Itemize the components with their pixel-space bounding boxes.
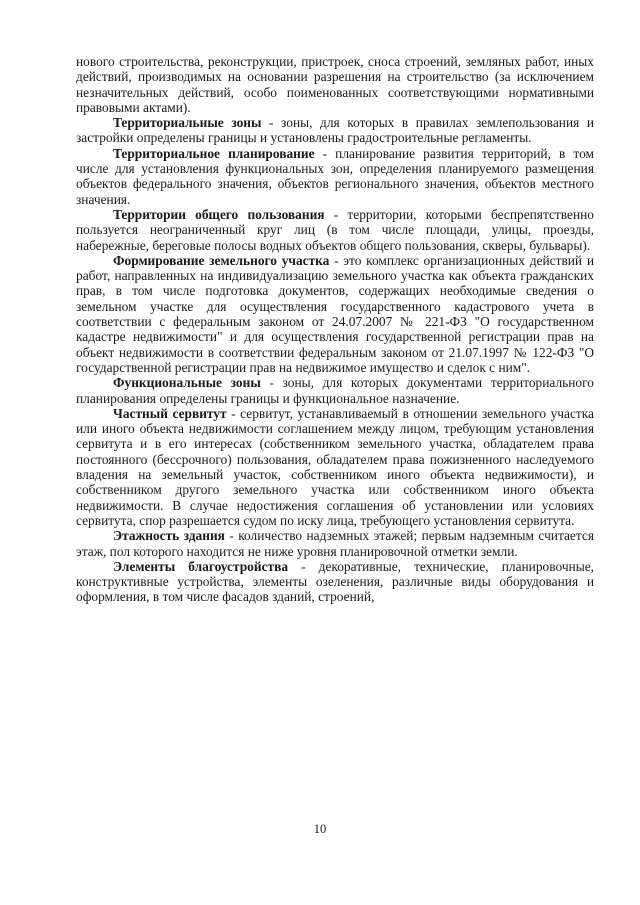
definition-private-servitude — [76, 406, 594, 528]
definition-text: - количество надземных этажей; первым надземным считается этаж, пол которого находится не ниже уровня планировочной отметки земли. — [76, 528, 594, 559]
definition-improvement-elements — [76, 559, 594, 605]
page-number: 10 — [313, 822, 327, 836]
definition-text: - это комплекс организационных действий и работ, направленных на индивидуализацию земельного участка как объекта гражданских прав, в том числе подготовка документов, содержащих необходимые сведения о земельном участке для осуществления государственного кадастрового учета в соответствии с федеральным законом от 24.07.2007 № 221-ФЗ "О государственном кадастре недвижимости" и для осуществления государственной регистрации прав на объект недвижимости в соответствии федеральным законом от 21.07.1997 № 122-ФЗ "О государственной регистрации прав на недвижимое имущество и сделок с ним". — [76, 252, 594, 375]
definition-text: - сервитут, устанавливаемый в отношении земельного участка или иного объекта недвижимости соглашением между лицом, требующим установления сервитута и в его интересах (собственником земельного участка, обладателем права постоянного (бессрочного) пользования, обладателем права пожизненного наследуемого владения на земельный участок, собственником иного объекта недвижимости), и собственником другого земельного участка или собственником иного объекта недвижимости. В случае недостижения соглашения об установлении или условиях сервитута, спор разрешается судом по иску лица, требующего установления сервитута. — [76, 405, 594, 528]
document-body — [76, 54, 594, 605]
paragraph-text: нового строительства, реконструкции, пристроек, сноса строений, земляных работ, иных действий, производимых на основании разрешения на строительство (за исключением незначительных действий, особо поименованных соответствующими нормативными правовыми актами). — [76, 54, 594, 115]
definition-term: Территории общего пользования — [113, 206, 325, 222]
definition-public-territories — [76, 207, 594, 253]
definition-term: Элементы благоустройства — [113, 558, 289, 574]
definition-term: Формирование земельного участка — [113, 252, 330, 268]
definition-text: - зоны, для которых документами территориального планирования определены границы и функциональное назначение. — [76, 375, 594, 406]
definition-term: Этажность здания — [113, 528, 225, 544]
definition-text: - территории, которыми беспрепятственно пользуется неограниченный круг лиц (в том числе площади, улицы, проезды, набережные, береговые полосы водных объектов общего пользования, скверы, бульвары). — [76, 206, 594, 253]
paragraph-continuation — [76, 54, 594, 115]
definition-land-plot-formation — [76, 253, 594, 375]
definition-building-floors — [76, 528, 594, 559]
definition-territorial-zones — [76, 115, 594, 146]
definition-term: Частный сервитут — [113, 405, 227, 421]
definition-functional-zones — [76, 375, 594, 406]
definition-text: - планирование развития территорий, в том числе для установления функциональных зон, определения планируемого размещения объектов федерального значения, объектов регионального значения, объектов местного значения. — [76, 145, 594, 207]
definition-text: - декоративные, технические, планировочные, конструктивные устройства, элементы озеленения, различные виды оборудования и оформления, в том числе фасадов зданий, строений, — [76, 558, 595, 605]
definition-text: - зоны, для которых в правилах землепользования и застройки определены границы и установлены градостроительные регламенты. — [76, 115, 594, 146]
definition-territorial-planning — [76, 146, 594, 207]
definition-term: Территориальное планирование — [113, 145, 315, 161]
definition-term: Территориальные зоны — [113, 115, 262, 131]
definition-term: Функциональные зоны — [113, 375, 261, 391]
